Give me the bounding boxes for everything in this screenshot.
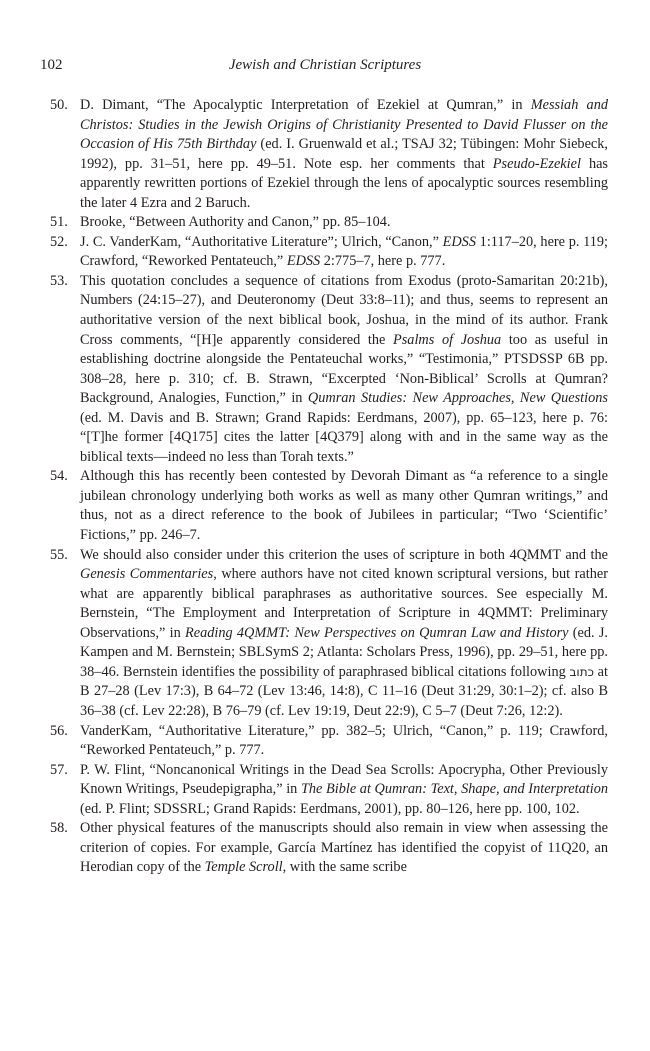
italic-title: EDSS bbox=[442, 233, 476, 250]
footnote-run: Brooke, “Between Authority and Canon,” pp. 85–104. bbox=[80, 214, 391, 231]
italic-title: Messiah and Christos: Studies in the Jewish Origins of Christianity Presented to David Flusser on the Occasion of His 75th Birthday bbox=[80, 97, 608, 153]
footnotes-list bbox=[50, 96, 608, 878]
page-number: 102 bbox=[40, 57, 63, 73]
italic-title: Pseudo-Ezekiel bbox=[492, 155, 581, 172]
footnote-text bbox=[80, 97, 608, 211]
footnote bbox=[50, 213, 608, 233]
hebrew-word: כתוב bbox=[569, 664, 594, 679]
footnote bbox=[50, 819, 608, 878]
footnote-run: has apparently rewritten portions of Ezekiel through the lens of apocalyptic sources resembling the later 4 Ezra and 2 Baruch. bbox=[80, 155, 608, 211]
footnote-run: (ed. J. Kampen and M. Bernstein; SBLSymS 2; Atlanta: Scholars Press, 1996), pp. 29–51, here pp. 38–46. Bernstein identifies the possibility of paraphrased biblical citations following bbox=[80, 624, 608, 680]
footnote bbox=[50, 546, 608, 722]
footnote-run: VanderKam, “Authoritative Literature,” pp. 382–5; Ulrich, “Canon,” p. 119; Crawford, “Reworked Pentateuch,” p. 777. bbox=[80, 722, 608, 759]
footnote-run: 1:117–20, here p. 119; Crawford, “Reworked Pentateuch,” bbox=[80, 233, 609, 270]
footnote-run: , where authors have not cited known scriptural versions, but rather what are apparently biblical paraphrases as authoritative sources. See especially M. Bernstein, “The Employment and Interpretation of Scripture in 4QMMT: Preliminary Observations,” in bbox=[80, 566, 608, 641]
footnote bbox=[50, 467, 608, 545]
footnote-run: too as useful in establishing doctrine alongside the Pentateuchal works,” “Testimonia,” PTSDSSP 6B pp. 308–28, here p. 310; cf. B. Strawn, “Excerpted ‘Non-Biblical’ Scrolls at Qumran? Background, Analogies, Function,” in bbox=[80, 331, 608, 407]
footnote-text bbox=[80, 234, 608, 270]
footnote-run: Other physical features of the manuscripts should also remain in view when assessing the criterion of copies. For example, García Martínez has identified the copyist of 11Q20, an Herodian copy of the bbox=[80, 820, 608, 876]
running-title: Jewish and Christian Scriptures bbox=[228, 57, 422, 73]
footnote-run: We should also consider under this criterion the uses of scripture in both 4QMMT and the bbox=[80, 546, 608, 563]
footnote-run: at B 27–28 (Lev 17:3), B 64–72 (Lev 13:46, 14:8), C 11–16 (Deut 31:29, 30:1–2); cf. also B 36–38 (cf. Lev 22:28), B 76–79 (cf. Lev 19:19, Deut 22:9), C 5–7 (Deut 7:26, 12:2). bbox=[80, 663, 608, 719]
italic-title: Psalms of Joshua bbox=[393, 331, 502, 348]
footnote-number: 50. bbox=[50, 97, 68, 113]
footnote-run: 2:775–7, here p. 777. bbox=[320, 253, 446, 270]
page-header bbox=[40, 57, 610, 77]
footnote-text bbox=[80, 214, 391, 230]
footnote-run: (ed. I. Gruenwald et al.; TSAJ 32; Tübingen: Mohr Siebeck, 1992), pp. 31–51, here pp. 49–51. Note esp. her comments that bbox=[80, 136, 608, 172]
footnote-run: (ed. M. Davis and B. Strawn; Grand Rapids: Eerdmans, 2007), pp. 65–123, here p. 76: “[T]he former [4Q175] cites the latter [4Q379] along with and in the same way as the biblical texts—indeed no less than Torah texts.” bbox=[80, 409, 608, 465]
footnote-text bbox=[80, 547, 608, 719]
footnote-run: P. W. Flint, “Noncanonical Writings in the Dead Sea Scrolls: Apocrypha, Other Previously Known Writings, Pseudepigrapha,” in bbox=[80, 761, 608, 798]
footnote-text bbox=[80, 762, 608, 817]
italic-title: Reading 4QMMT: New Perspectives on Qumran Law and History bbox=[185, 624, 569, 641]
footnote-run: (ed. P. Flint; SDSSRL; Grand Rapids: Eerdmans, 2001), pp. 80–126, here pp. 100, 102. bbox=[80, 800, 580, 817]
footnote-text bbox=[80, 723, 608, 759]
footnote bbox=[50, 761, 608, 820]
italic-title: Temple Scroll bbox=[204, 859, 283, 876]
footnote bbox=[50, 96, 608, 213]
footnote-number: 54. bbox=[50, 468, 68, 485]
footnote-run: This quotation concludes a sequence of citations from Exodus (proto-Samaritan 20:21b), Numbers (24:15–27), and Deuteronomy (Deut 33:8–11); and thus, seems to represent an authoritative version of the next biblical book, Joshua, in the mind of its author. Frank Cross comments, “[H]e apparently considered the bbox=[80, 272, 608, 348]
footnote bbox=[50, 272, 608, 467]
footnote-text bbox=[80, 820, 608, 875]
footnote-text bbox=[80, 468, 608, 543]
footnote bbox=[50, 722, 608, 761]
footnote-run: J. C. VanderKam, “Authoritative Literature”; Ulrich, “Canon,” bbox=[80, 233, 443, 250]
footnote-text bbox=[80, 273, 608, 465]
footnote-run: , with the same scribe bbox=[282, 859, 407, 876]
footnote-number: 52. bbox=[50, 233, 68, 250]
footnote-run: D. Dimant, “The Apocalyptic Interpretation of Ezekiel at Qumran,” in bbox=[80, 97, 531, 113]
italic-title: The Bible at Qumran: Text, Shape, and Interpretation bbox=[300, 781, 608, 798]
footnote-number: 51. bbox=[50, 214, 68, 231]
footnote-number: 57. bbox=[50, 761, 68, 778]
italic-title: Qumran Studies: New Approaches, New Questions bbox=[307, 390, 608, 407]
footnote-number: 56. bbox=[50, 722, 68, 739]
footnote-number: 53. bbox=[50, 272, 68, 289]
footnote bbox=[50, 233, 608, 272]
italic-title: Genesis Commentaries bbox=[80, 566, 214, 583]
footnote-number: 58. bbox=[50, 820, 68, 837]
footnote-run: Although this has recently been contested by Devorah Dimant as “a reference to a single jubilean chronology underlying both works as well as many other Qumran writings,” and thus, not as a direct reference to the book of Jubilees in particular; “Two ‘Scientific’ Fictions,” pp. 246–7. bbox=[80, 468, 608, 544]
footnote-number: 55. bbox=[50, 546, 68, 563]
italic-title: EDSS bbox=[286, 253, 321, 270]
